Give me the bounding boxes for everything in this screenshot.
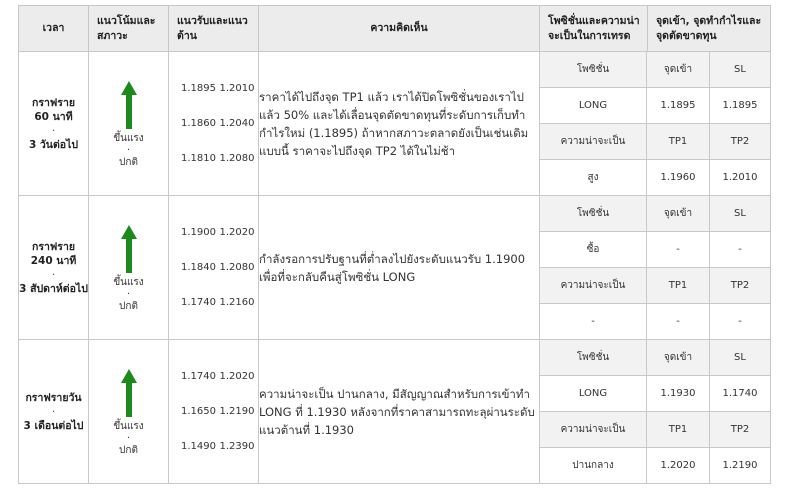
support-level: 1.1650 [181,406,216,417]
position-grid-cell-value: ซื้อ [540,232,647,268]
trading-analysis-table [18,5,771,484]
position-grid-row [540,232,770,268]
resistance-level: 1.2020 [219,227,255,238]
comment-cell: ความน่าจะเป็น ปานกลาง, มีสัญญาณสำหรับการเข้าทำ LONG ที่ 1.1930 หลังจากที่ราคาสามารถทะลุผ่านระดับแนวต้านที่ 1.1930 [259,340,540,484]
header-row [19,6,771,52]
resistance-level: 1.2080 [219,262,255,273]
position-grid-cell-value: โพซิชั่น [540,196,647,232]
timeframe-horizon: 3 สัปดาห์ต่อไป [19,282,88,295]
position-grid-cell-value: สูง [540,160,647,196]
position-grid-cell-value: TP2 [710,412,771,448]
trend-condition: ปกติ [119,300,138,312]
resistance-level: 1.2040 [219,118,255,129]
timeframe-line2: 240 นาที [30,254,77,267]
position-grid-cell-value: จุดเข้า [647,340,710,376]
resistance-level: 1.2080 [219,153,255,164]
position-grid-cell-value: ความน่าจะเป็น [540,412,647,448]
position-grid-row [540,160,770,196]
support-level: 1.1900 [181,227,216,238]
position-grid-row [540,304,770,340]
position-grid-cell-value: 1.1895 [710,88,771,124]
trend-strength: ขึ้นแรง [113,276,144,288]
header-comment: ความคิดเห็น [259,6,540,52]
position-grid-row [540,196,770,232]
trend-dot: · [126,288,131,300]
trend-dot: · [126,144,131,156]
position-grid-cell-value: - [738,316,742,327]
position-grid-cell-value: TP1 [647,124,710,160]
table-row [19,340,771,484]
level-row [169,429,258,464]
trend-condition: ปกติ [119,156,138,168]
level-row [169,359,258,394]
levels-cell [169,196,259,340]
trend-cell [89,340,169,484]
levels-cell [169,340,259,484]
position-grid-cell-value: TP2 [710,268,771,304]
timeframe-line2: 60 นาที [34,110,73,123]
position-grid-cell-value: LONG [540,376,647,412]
position-grid-cell [540,196,771,340]
position-grid-cell-value: 1.1740 [710,376,771,412]
header-time: เวลา [19,6,89,52]
timeframe-cell [19,196,89,340]
up-arrow-icon [104,79,154,131]
timeframe-horizon: 3 เดือนต่อไป [23,419,84,432]
position-grid-cell-value: 1.2010 [722,172,758,183]
position-grid-cell [540,340,771,484]
timeframe-horizon: 3 วันต่อไป [28,138,79,151]
level-row [169,394,258,429]
position-grid-cell-value: - [710,232,771,268]
support-level: 1.1740 [181,297,216,308]
position-grid-cell-value: 1.2020 [647,448,710,484]
position-grid [540,196,770,339]
position-grid-row [540,376,770,412]
position-grid-cell-value: 1.1930 [647,376,710,412]
resistance-level: 1.2020 [219,371,255,382]
position-grid-row [540,52,770,88]
position-grid-cell-value: TP2 [710,124,771,160]
position-grid-cell-value: TP1 [647,268,710,304]
level-row [169,285,258,320]
header-position: โพซิชั่นและความน่าจะเป็นในการเทรด [540,6,648,52]
position-grid [540,52,770,195]
position-grid-cell-value: TP1 [647,412,710,448]
trend-cell [89,196,169,340]
trend-strength: ขึ้นแรง [113,132,144,144]
position-grid-cell-value: SL [710,196,771,232]
resistance-level: 1.2160 [219,297,255,308]
support-level: 1.1740 [181,371,216,382]
trend-dot: · [126,432,131,444]
position-grid-cell-value: LONG [540,88,647,124]
position-grid-cell-value: SL [710,340,771,376]
resistance-level: 1.2190 [219,406,255,417]
level-row [169,106,258,141]
position-grid-cell-value: 1.1895 [647,88,710,124]
trend-strength: ขึ้นแรง [113,420,144,432]
position-grid-cell [540,52,771,196]
resistance-level: 1.2010 [219,83,255,94]
position-grid-cell-value: ความน่าจะเป็น [540,268,647,304]
position-grid-cell-value: ความน่าจะเป็น [540,124,647,160]
resistance-level: 1.2390 [219,441,255,452]
support-level: 1.1895 [181,83,216,94]
header-entry: จุดเข้า, จุดทำกำไรและจุดตัดขาดทุน [648,6,771,52]
position-grid-cell-value: โพซิชั่น [540,340,647,376]
level-row [169,141,258,176]
position-grid-cell-value: ปานกลาง [540,448,647,484]
position-grid [540,340,770,483]
timeframe-cell [19,52,89,196]
position-grid-cell-value: - [647,232,710,268]
level-row [169,215,258,250]
support-level: 1.1810 [181,153,216,164]
position-grid-row [540,124,770,160]
timeframe-cell [19,340,89,484]
trend-cell [89,52,169,196]
table-row [19,196,771,340]
level-row [169,250,258,285]
comment-cell: ราคาได้ไปถึงจุด TP1 แล้ว เราได้ปิดโพซิชั่นของเราไปแล้ว 50% และได้เลื่อนจุดตัดขาดทุนที่ระดับการเก็บทำกำไรใหม่ (1.1895) ถ้าหากสภาวะตลาดยังเป็นเช่นเดิมแบบนี้ ราคาจะไปถึงจุด TP2 ได้ในไม่ช้า [259,52,540,196]
support-level: 1.1860 [181,118,216,129]
position-grid-cell-value: จุดเข้า [647,52,710,88]
support-level: 1.1840 [181,262,216,273]
position-grid-cell-value: SL [710,52,771,88]
timeframe-dot: · [51,405,56,418]
table-row [19,52,771,196]
position-grid-row [540,340,770,376]
header-trend: แนวโน้มและสภาวะ [89,6,169,52]
timeframe-line1: กราฟรายวัน [25,391,82,404]
levels-cell [169,52,259,196]
position-grid-cell-value: 1.2190 [722,460,758,471]
up-arrow-icon [104,223,154,275]
comment-cell: กำลังรอการปรับฐานที่ต่ำลงไปยังระดับแนวรับ 1.1900 เพื่อที่จะกลับคืนสู่โพซิชั่น LONG [259,196,540,340]
timeframe-line1: กราฟราย [31,96,75,109]
position-grid-cell-value: - [647,304,710,340]
up-arrow-icon [104,367,154,419]
position-grid-cell-value: จุดเข้า [647,196,710,232]
position-grid-row [540,448,770,484]
position-grid-cell-value: โพซิชั่น [540,52,647,88]
timeframe-line1: กราฟราย [31,240,75,253]
support-level: 1.1490 [181,441,216,452]
position-grid-row [540,268,770,304]
position-grid-cell-value: 1.1960 [647,160,710,196]
trend-condition: ปกติ [119,444,138,456]
position-grid-cell-value: - [540,304,647,340]
timeframe-dot: · [51,124,56,137]
level-row [169,71,258,106]
timeframe-dot: · [51,268,56,281]
position-grid-row [540,412,770,448]
header-levels: แนวรับและแนวต้าน [169,6,259,52]
position-grid-row [540,88,770,124]
